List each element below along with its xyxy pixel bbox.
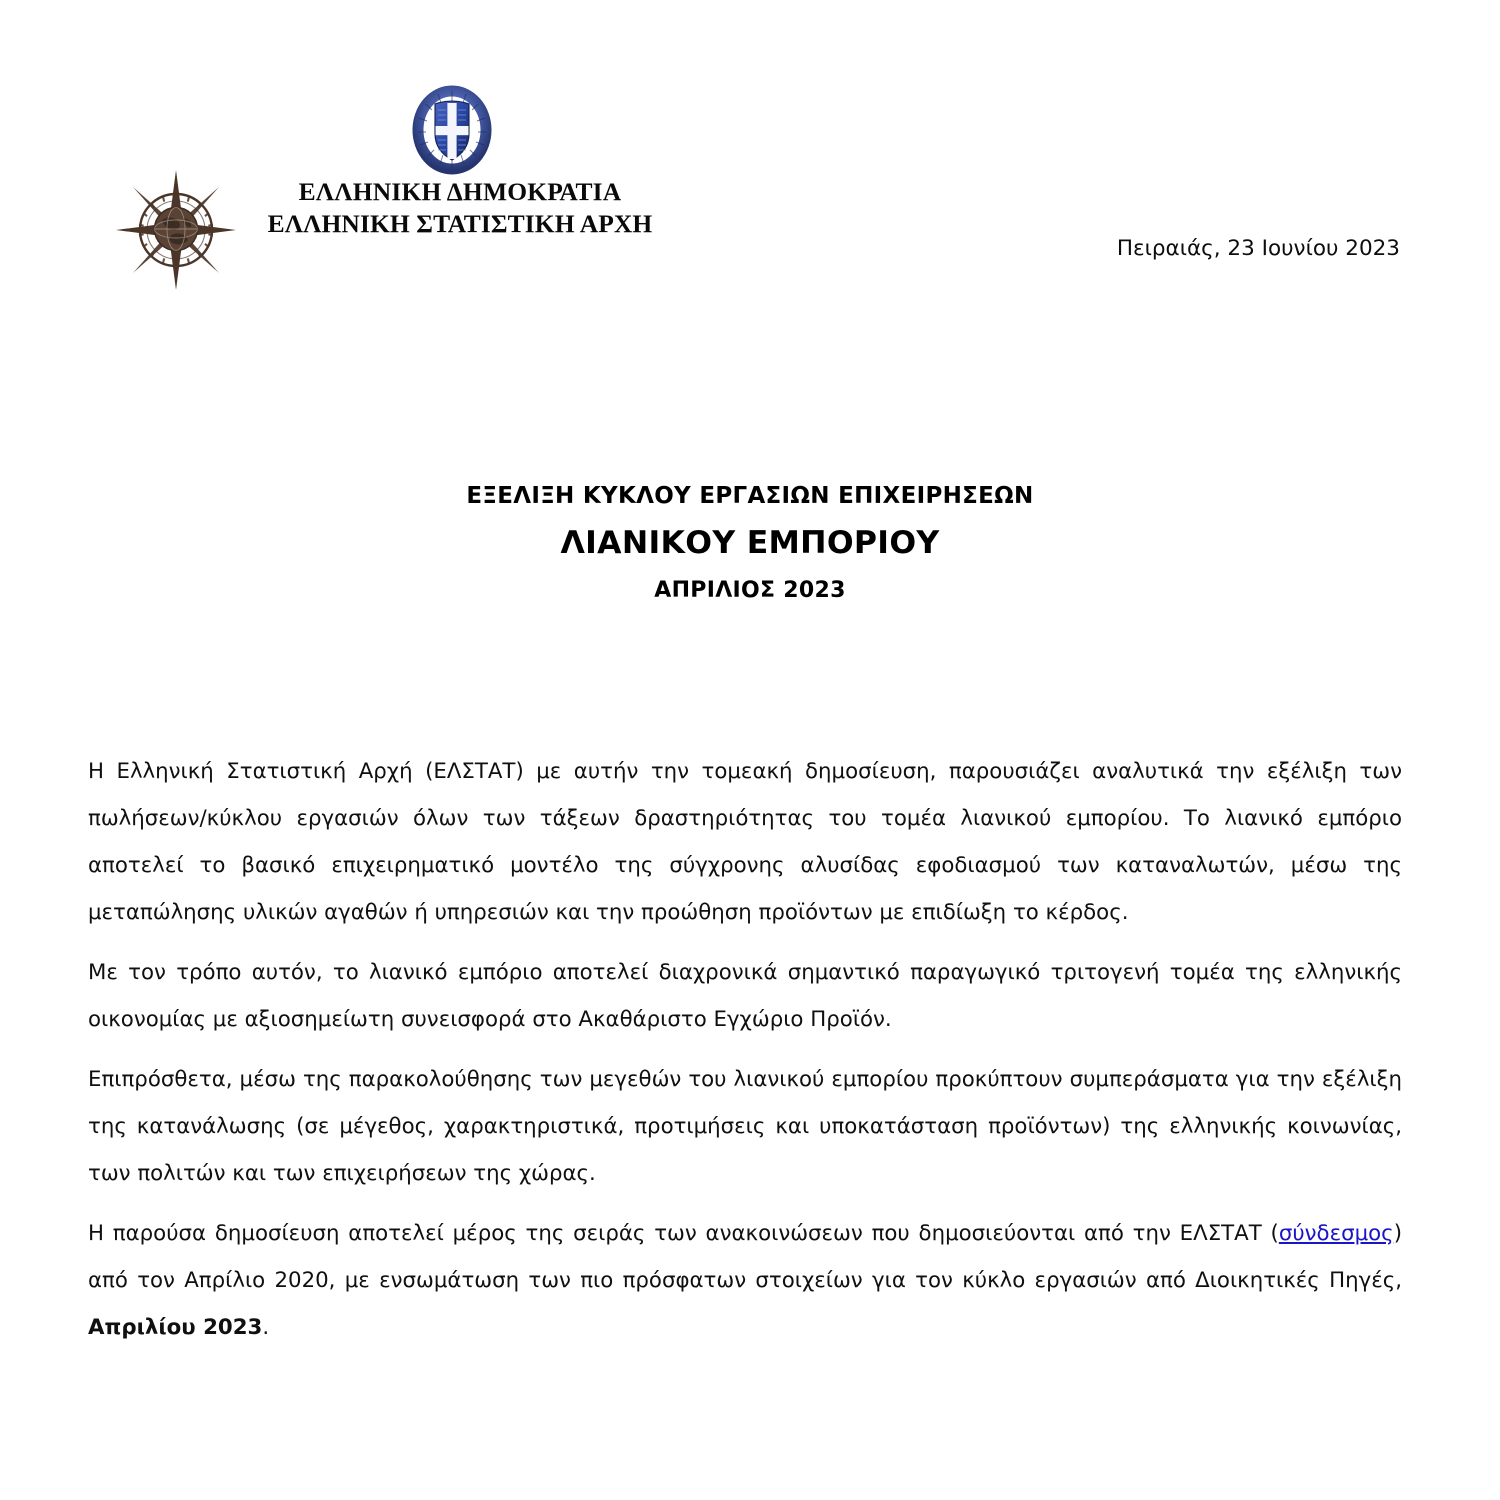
paragraph-4-reference-month: Απριλίου 2023 <box>88 1315 263 1340</box>
body-paragraph-1: Η Ελληνική Στατιστική Αρχή (ΕΛΣΤΑΤ) με αυτήν την τομεακή δημοσίευση, παρουσιάζει αναλυτικά την εξέλιξη των πωλήσεων/κύκλου εργασιών όλων των τάξεων δραστηριότητας του τομέα λιανικού εμπορίου. Το λιανικό εμπόριο αποτελεί το βασικό επιχειρηματικό μοντέλο της σύγχρονης αλυσίδας εφοδιασμού των καταναλωτών, μέσω της μεταπώλησης υλικών αγαθών ή υπηρεσιών και την προώθηση προϊόντων με επιδίωξη το κέρδος. <box>88 759 1402 925</box>
elstat-compass-logo-icon <box>112 166 240 294</box>
publication-series-link[interactable]: σύνδεσμος <box>1278 1221 1394 1246</box>
authority-line-1: ΕΛΛΗΝΙΚΗ ΔΗΜΟΚΡΑΤΙΑ <box>298 177 622 206</box>
page-title-line-2: ΛΙΑΝΙΚΟΥ ΕΜΠΟΡΙΟΥ <box>560 524 940 561</box>
document-body <box>88 748 1402 1351</box>
paragraph-4-text-b: ) από τον Απρίλιο 2020, με ενσωμάτωση των πιο πρόσφατων στοιχείων για τον κύκλο εργασιών από Διοικητικές Πηγές, <box>88 1221 1402 1293</box>
body-paragraph-3: Επιπρόσθετα, μέσω της παρακολούθησης των μεγεθών του λιανικού εμπορίου προκύπτουν συμπεράσματα για την εξέλιξη της κατανάλωσης (σε μέγεθος, χαρακτηριστικά, προτιμήσεις και υποκατάσταση προϊόντων) της ελληνικής κοινωνίας, των πολιτών και των επιχειρήσεων της χώρας. <box>88 1067 1402 1186</box>
page-title-line-1: ΕΞΕΛΙΞΗ ΚΥΚΛΟΥ ΕΡΓΑΣΙΩΝ ΕΠΙΧΕΙΡΗΣΕΩΝ <box>466 483 1034 509</box>
page-title-reference-period: ΑΠΡΙΛΙΟΣ 2023 <box>654 577 846 603</box>
authority-names <box>250 176 670 240</box>
greek-coat-of-arms-icon <box>406 84 498 176</box>
letterhead <box>0 0 1500 300</box>
body-paragraph-4 <box>88 1210 1402 1351</box>
paragraph-4-text-c: . <box>262 1315 270 1340</box>
document-title-block <box>0 482 1500 605</box>
authority-line-2: ΕΛΛΗΝΙΚΗ ΣΤΑΤΙΣΤΙΚΗ ΑΡΧΗ <box>267 208 653 238</box>
paragraph-4-text-a: Η παρούσα δημοσίευση αποτελεί μέρος της σειράς των ανακοινώσεων που δημοσιεύονται από την ΕΛΣΤΑΤ ( <box>88 1221 1279 1246</box>
body-paragraph-2: Με τον τρόπο αυτόν, το λιανικό εμπόριο αποτελεί διαχρονικά σημαντικό παραγωγικό τριτογενή τομέα της ελληνικής οικονομίας με αξιοσημείωτη συνεισφορά στο Ακαθάριστο Εγχώριο Προϊόν. <box>88 960 1402 1032</box>
dateline: Πειραιάς, 23 Ιουνίου 2023 <box>1116 236 1400 261</box>
